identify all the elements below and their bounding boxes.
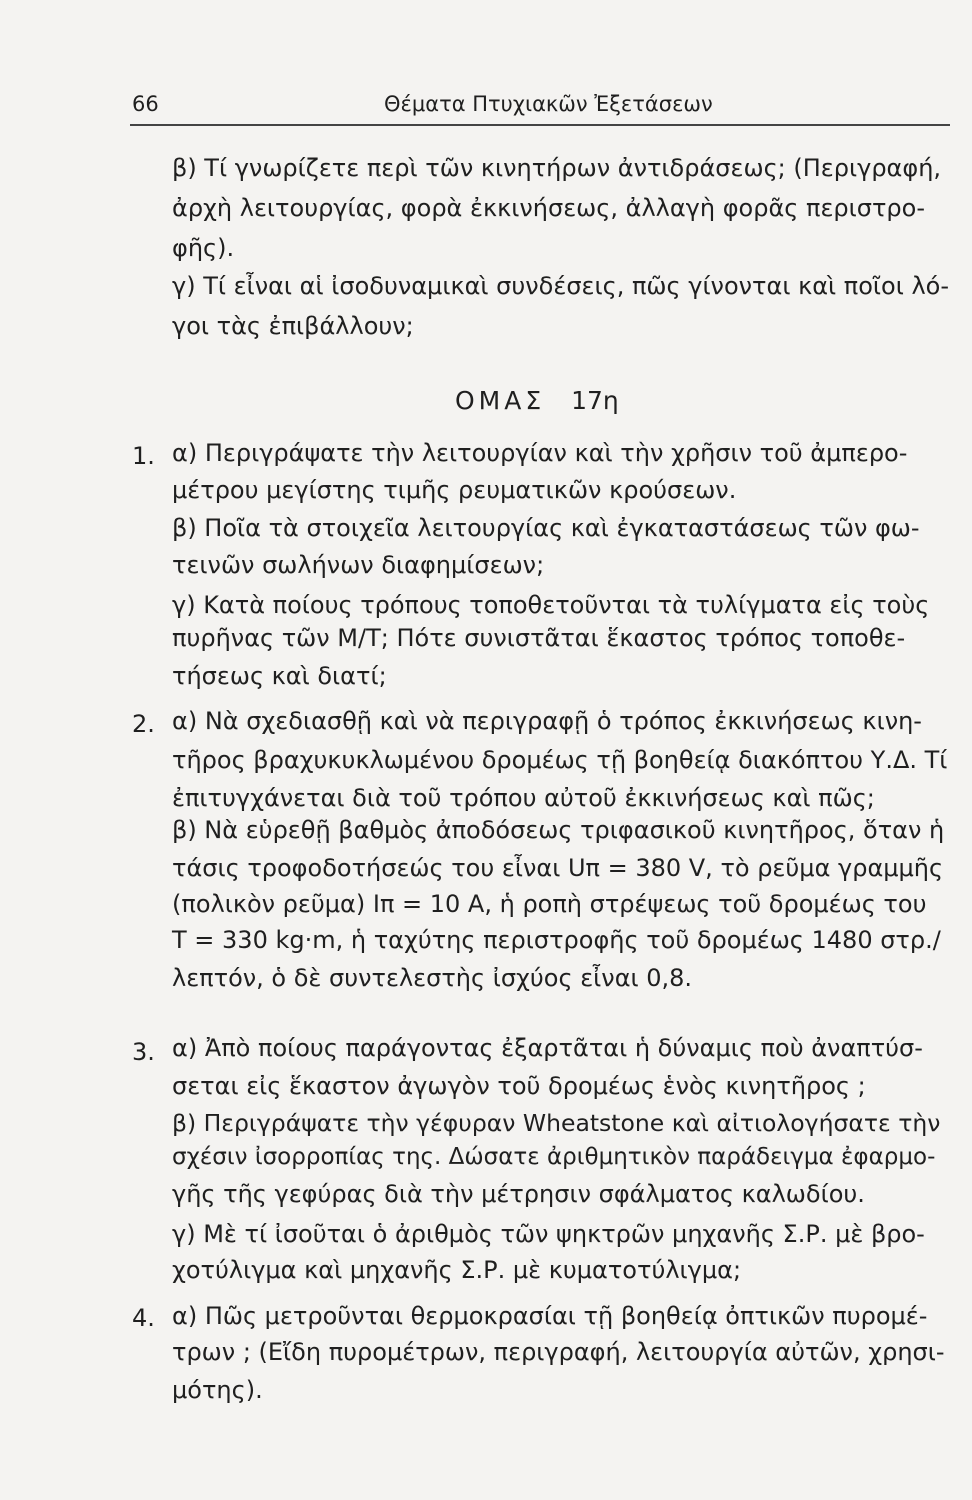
q3-line-5: γῆς τῆς γεφύρας διὰ τὴν μέτρησιν σφάλματος καλωδίου. xyxy=(172,1180,865,1208)
page-number: 66 xyxy=(132,92,159,116)
q3-line-1: α) Ἀπὸ ποίους παράγοντας ἐξαρτᾶται ἡ δύναμις ποὺ ἀναπτύσ- xyxy=(172,1034,923,1062)
q2-line-1: α) Νὰ σχεδιασθῇ καὶ νὰ περιγραφῇ ὁ τρόπος ἐκκινήσεως κινη- xyxy=(172,707,922,735)
q4-line-3: μότης). xyxy=(172,1376,263,1404)
q1-line-3: β) Ποῖα τὰ στοιχεῖα λειτουργίας καὶ ἐγκαταστάσεως τῶν φω- xyxy=(172,514,920,542)
section-heading xyxy=(455,386,619,415)
q2-line-2: τῆρος βραχυκυκλωμένου δρομέως τῇ βοηθείᾳ διακόπτου Υ.Δ. Τί xyxy=(172,746,948,774)
q1-line-2: μέτρου μεγίστης τιμῆς ρευματικῶν κρούσεων. xyxy=(172,476,737,504)
q3-line-7: χοτύλιγμα καὶ μηχανῆς Σ.Ρ. μὲ κυματοτύλιγμα; xyxy=(172,1256,742,1284)
q4-line-1: α) Πῶς μετροῦνται θερμοκρασίαι τῇ βοηθείᾳ ὀπτικῶν πυρομέ- xyxy=(172,1302,928,1330)
question-number-3: 3. xyxy=(132,1038,155,1066)
section-title: ΟΜΑΣ xyxy=(455,386,546,415)
q2-line-5: τάσις τροφοδοτήσεώς του εἶναι Uπ = 380 V, τὸ ρεῦμα γραμμῆς xyxy=(172,854,944,882)
q3-line-3: β) Περιγράψατε τὴν γέφυραν Wheatstone καὶ αἰτιολογήσατε τὴν xyxy=(172,1109,941,1137)
q1-line-7: τήσεως καὶ διατί; xyxy=(172,662,387,690)
q4-line-2: τρων ; (Εἴδη πυρομέτρων, περιγραφή, λειτουργία αὐτῶν, χρησι- xyxy=(172,1338,945,1366)
running-title: Θέματα Πτυχιακῶν Ἐξετάσεων xyxy=(384,92,713,116)
q2-line-8: λεπτόν, ὁ δὲ συντελεστὴς ἰσχύος εἶναι 0,8. xyxy=(172,964,693,992)
page-header xyxy=(132,92,952,122)
q1-line-1: α) Περιγράψατε τὴν λειτουργίαν καὶ τὴν χρῆσιν τοῦ ἀμπερο- xyxy=(172,439,908,467)
header-rule xyxy=(130,124,950,126)
intro-b-line-1: β) Τί γνωρίζετε περὶ τῶν κινητήρων ἀντιδράσεως; (Περιγραφή, xyxy=(172,154,942,182)
q3-line-2: σεται εἰς ἕκαστον ἀγωγὸν τοῦ δρομέως ἑνὸς κινητῆρος ; xyxy=(172,1072,866,1100)
intro-c-line-1: γ) Τί εἶναι αἱ ἰσοδυναμικαὶ συνδέσεις, πῶς γίνονται καὶ ποῖοι λό- xyxy=(172,272,950,300)
intro-b-line-3: φῆς). xyxy=(172,234,235,262)
question-number-1: 1. xyxy=(132,442,155,470)
q1-line-6: πυρῆνας τῶν Μ/Τ; Πότε συνιστᾶται ἕκαστος τρόπος τοποθε- xyxy=(172,624,906,652)
q2-line-6: (πολικὸν ρεῦμα) Iπ = 10 A, ἡ ροπὴ στρέψεως τοῦ δρομέως του xyxy=(172,890,927,918)
q3-line-6: γ) Μὲ τί ἰσοῦται ὁ ἀριθμὸς τῶν ψηκτρῶν μηχανῆς Σ.Ρ. μὲ βρο- xyxy=(172,1220,925,1248)
question-number-4: 4. xyxy=(132,1304,155,1332)
q1-line-4: τεινῶν σωλήνων διαφημίσεων; xyxy=(172,551,545,579)
question-number-2: 2. xyxy=(132,710,155,738)
q2-line-4: β) Νὰ εὑρεθῇ βαθμὸς ἀποδόσεως τριφασικοῦ κινητῆρος, ὅταν ἡ xyxy=(172,816,945,844)
q1-line-5: γ) Κατὰ ποίους τρόπους τοποθετοῦνται τὰ τυλίγματα εἰς τοὺς xyxy=(172,591,930,619)
section-number: 17η xyxy=(571,386,619,415)
q2-line-7: T = 330 kg·m, ἡ ταχύτης περιστροφῆς τοῦ δρομέως 1480 στρ./ xyxy=(172,926,941,954)
q2-line-3: ἐπιτυγχάνεται διὰ τοῦ τρόπου αὐτοῦ ἐκκινήσεως καὶ πῶς; xyxy=(172,784,875,812)
intro-c-line-2: γοι τὰς ἐπιβάλλουν; xyxy=(172,312,414,340)
intro-b-line-2: ἀρχὴ λειτουργίας, φορὰ ἐκκινήσεως, ἀλλαγὴ φορᾶς περιστρο- xyxy=(172,194,926,222)
q3-line-4: σχέσιν ἰσορροπίας της. Δώσατε ἀριθμητικὸν παράδειγμα ἐφαρμο- xyxy=(172,1144,936,1170)
